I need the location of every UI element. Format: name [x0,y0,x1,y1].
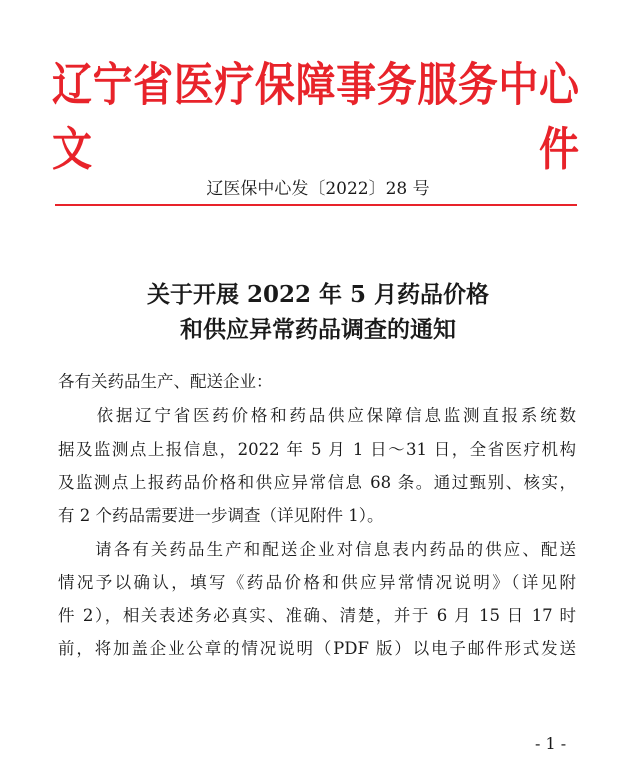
salutation: 各有关药品生产、配送企业： [58,372,273,391]
body-line: 依据辽宁省医药价格和药品供应保障信息监测直报系统数 [58,406,576,425]
document-title-line2: 和供应异常药品调查的通知 [180,316,456,343]
body-line: 件 2），相关表述务必真实、准确、清楚，并于 6 月 15 日 17 时 [58,606,576,625]
page-number: - 1 - [535,734,567,753]
red-divider [55,204,577,206]
document-title-line1: 关于开展 2022 年 5 月药品价格 [146,281,490,308]
body-line: 及监测点上报药品价格和供应异常信息 68 条。通过甄别、核实， [58,473,576,492]
body-line: 据及监测点上报信息，2022 年 5 月 1 日～31 日，全省医疗机构 [58,440,576,459]
issuer-title: 辽宁省医疗保障事务服务中心文件 [52,59,578,177]
body-line: 情况予以确认，填写《药品价格和供应异常情况说明》（详见附 [58,573,576,592]
document-number: 辽医保中心发〔2022〕28 号 [206,179,430,199]
body-line: 有 2 个药品需要进一步调查（详见附件 1）。 [58,506,384,525]
body-line: 请各有关药品生产和配送企业对信息表内药品的供应、配送 [58,540,576,559]
body-line: 前，将加盖企业公章的情况说明（PDF 版）以电子邮件形式发送 [58,639,576,658]
